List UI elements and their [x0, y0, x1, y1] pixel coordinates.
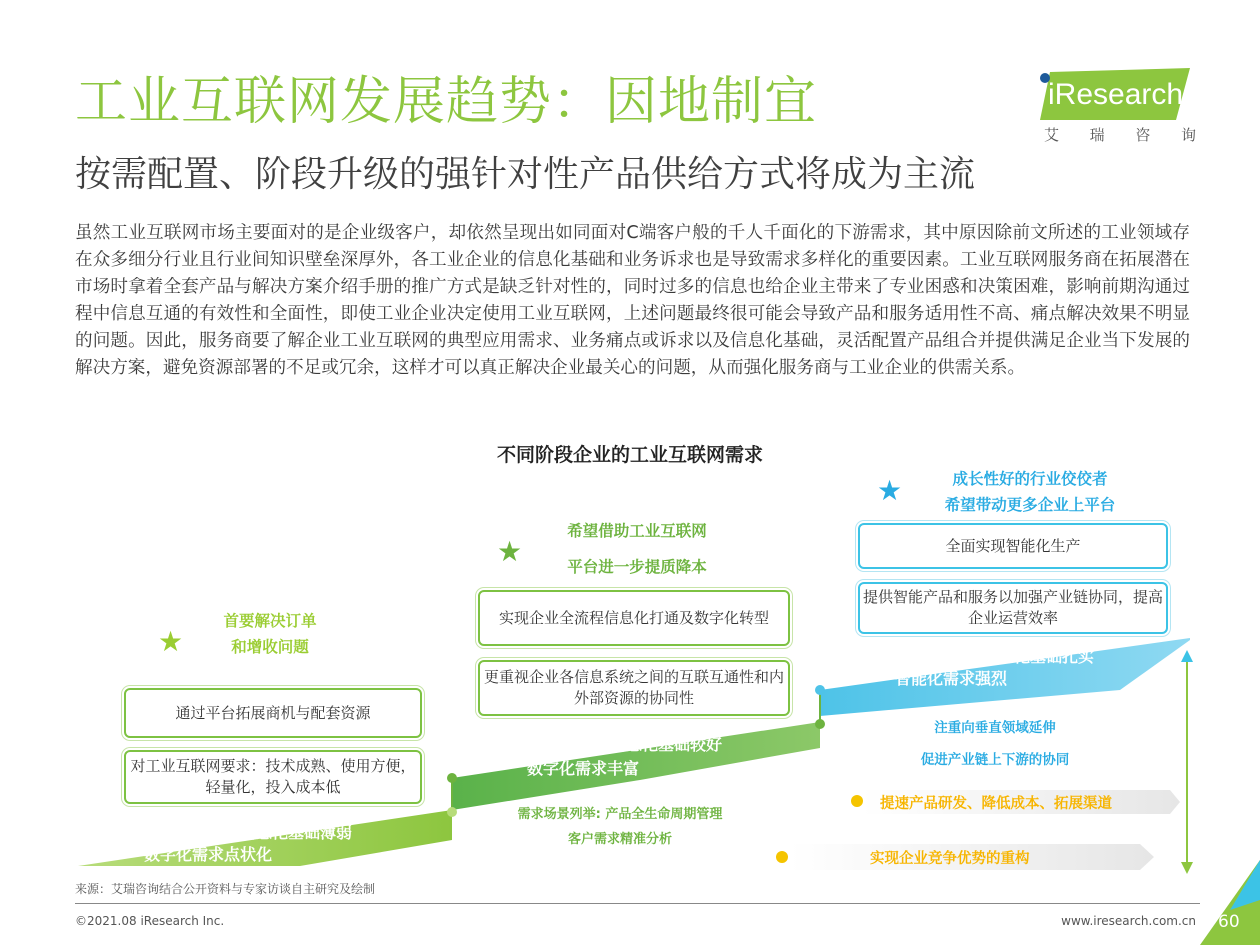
stage2-notes: 需求场景列举: 产品全生命周期管理 客户需求精准分析: [517, 807, 723, 847]
stage2-box-1: 实现企业全流程信息化打通及数字化转型: [478, 590, 790, 646]
stage3-arrow-2: 实现企业竞争优势的重构: [870, 850, 1030, 867]
diagram-title: 不同阶段企业的工业互联网需求: [496, 444, 763, 466]
page-subtitle: 按需配置、阶段升级的强针对性产品供给方式将成为主流: [75, 154, 976, 195]
stage3-band-line2: 智能化需求强烈: [895, 669, 1008, 688]
stage2-band-line1: 信息化基础较好: [610, 735, 723, 754]
stage1-band-line1: 信息化基础薄弱: [240, 823, 353, 842]
stage1-band-line2: 数字化需求点状化: [144, 845, 273, 864]
stage1-box-2: 对工业互联网要求：技术成熟、使用方便，轻量化，投入成本低: [124, 750, 422, 804]
star-icon: ★: [877, 474, 903, 507]
stage3-arrow-1: 提速产品研发、降低成本、拓展渠道: [880, 795, 1112, 812]
stage2-box-2: 更重视企业各信息系统之间的互联互通性和内外部资源的协同性: [478, 660, 790, 716]
stage1-box-1: 通过平台拓展商机与配套资源: [124, 688, 422, 738]
stage3-box-1: 全面实现智能化生产: [858, 523, 1168, 569]
logo-text: iResearch: [1048, 78, 1184, 111]
star-icon: ★: [158, 625, 184, 658]
footer-divider: [75, 903, 1200, 904]
stage3-head: 成长性好的行业佼佼者 希望带动更多企业上平台: [944, 470, 1116, 514]
copyright: ©2021.08 iResearch Inc.: [75, 914, 225, 928]
bullet-icon: [776, 851, 788, 863]
page-corner-graphic: [1200, 860, 1260, 945]
stage2-head: 希望借助工业互联网 平台进一步提质降本: [567, 522, 707, 576]
stage3-box-2: 提供智能产品和服务以加强产业链协同，提高企业运营效率: [858, 582, 1168, 634]
stage1-head: 首要解决订单 和增收问题: [223, 612, 317, 656]
bullet-icon: [851, 795, 863, 807]
stage3-notes: 注重向垂直领域延伸 促进产业链上下游的协同: [920, 720, 1070, 768]
stage3-band-line1: 信息化基础扎实: [982, 647, 1095, 666]
website-url: www.iresearch.com.cn: [1061, 914, 1196, 928]
body-paragraph: 虽然工业互联网市场主要面对的是企业级客户，却依然呈现出如同面对C端客户般的千人千面化的下游需求，其中原因除前文所述的工业领域存在众多细分行业且行业间知识壁垒深厚外，各工业企业的信息化基础和业务诉求也是导致需求多样化的重要因素。工业互联网服务商在拓展潜在市场时拿着全套产品与解决方案介绍手册的推广方式是缺乏针对性的，同时过多的信息也给企业主带来了专业困惑和决策困难，影响前期沟通过程中信息互通的有效性和全面性，即使工业企业决定使用工业互联网，上述问题最终很可能会导致产品和服务适用性不高、痛点解决效果不明显的问题。因此，服务商要了解企业工业互联网的典型应用需求、业务痛点或诉求以及信息化基础，灵活配置产品组合并提供满足企业当下发展的解决方案，避免资源部署的不足或冗余，这样才可以真正解决企业最关心的问题，从而强化服务商与工业企业的供需关系。: [75, 223, 1190, 378]
star-icon: ★: [497, 535, 523, 568]
stage2-band-line2: 数字化需求丰富: [527, 759, 640, 778]
page-number: 60: [1218, 912, 1240, 932]
logo-subtitle: 艾 瑞 咨 询: [1044, 126, 1196, 144]
source-note: 来源：艾瑞咨询结合公开资料与专家访谈自主研究及绘制: [75, 882, 376, 896]
page-title: 工业互联网发展趋势：因地制宜: [75, 72, 818, 132]
